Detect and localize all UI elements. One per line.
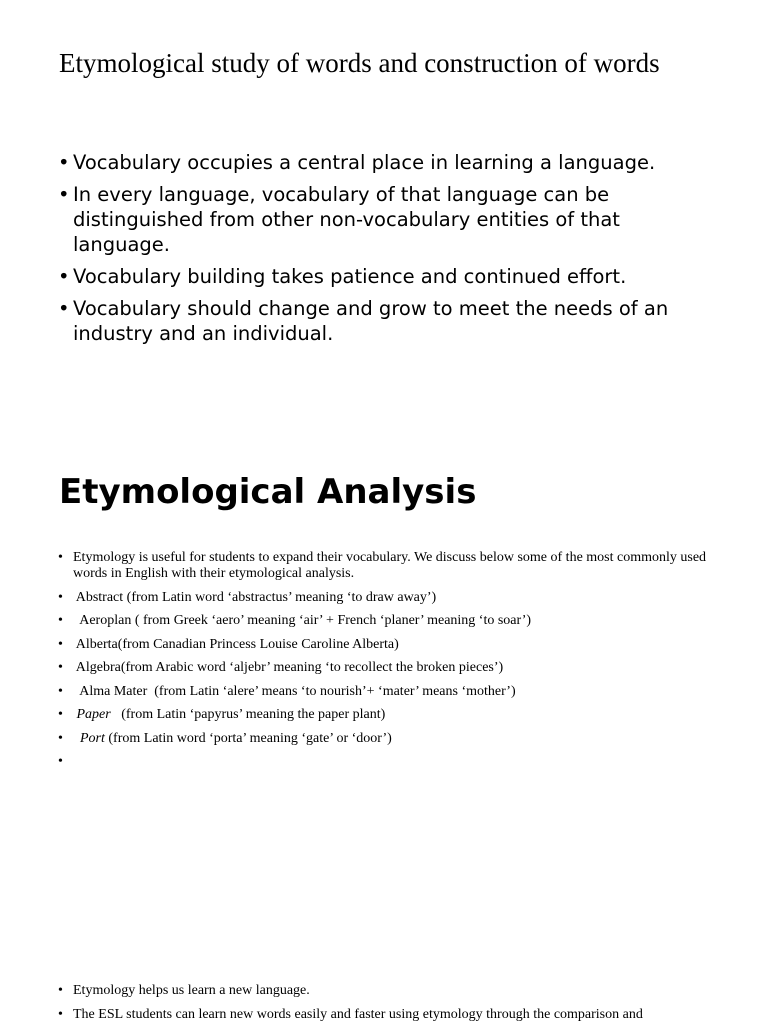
bullet-item: • The ESL students can learn new words easily and faster using etymology through the comparison and: [58, 1007, 718, 1023]
slide3-bullet-list: [58, 983, 718, 1030]
term-paper: Paper: [76, 707, 111, 722]
bullet-item-algebra: • Algebra(from Arabic word ‘aljebr’ meaning ‘to recollect the broken pieces’): [58, 660, 718, 676]
bullet-item: • Vocabulary should change and grow to meet the needs of an industry and an individual.: [58, 296, 718, 346]
slide2-bullet-list: [58, 550, 718, 778]
bullet-item: • Vocabulary occupies a central place in learning a language.: [58, 150, 718, 175]
bullet-item: • Etymology helps us learn a new language.: [58, 983, 718, 999]
slide1-bullet-list: [58, 150, 718, 353]
term-port-definition: (from Latin word ‘porta’ meaning ‘gate’ or ‘door’): [104, 730, 392, 746]
bullet-item-abstract: • Abstract (from Latin word ‘abstractus’ meaning ‘to draw away’): [58, 590, 718, 606]
term-port: Port: [80, 730, 105, 746]
bullet-item-intro: • Etymology is useful for students to expand their vocabulary. We discuss below some of the most commonly used words in English with their etymological analysis.: [58, 550, 718, 582]
bullet-item-aeroplan: • Aeroplan ( from Greek ‘aero’ meaning ‘air’ + French ‘planer’ meaning ‘to soar’): [58, 613, 718, 629]
bullet-item-empty: [58, 754, 718, 770]
bullet-item-paper: [58, 707, 718, 723]
bullet-item-alma-mater: • Alma Mater (from Latin ‘alere’ means ‘to nourish’+ ‘mater’ means ‘mother’): [58, 684, 718, 700]
bullet-item-port: [58, 731, 718, 747]
bullet-item: • In every language, vocabulary of that language can be distinguished from other non-vocabulary entities of that language.: [58, 182, 718, 257]
bullet-item-alberta: • Alberta(from Canadian Princess Louise Caroline Alberta): [58, 637, 718, 653]
slide2-title: Etymological Analysis: [59, 472, 477, 512]
slide1-title: Etymological study of words and construction of words: [59, 48, 660, 78]
bullet-item: • Vocabulary building takes patience and continued effort.: [58, 264, 718, 289]
term-paper-definition: (from Latin ‘papyrus’ meaning the paper plant): [110, 707, 386, 722]
